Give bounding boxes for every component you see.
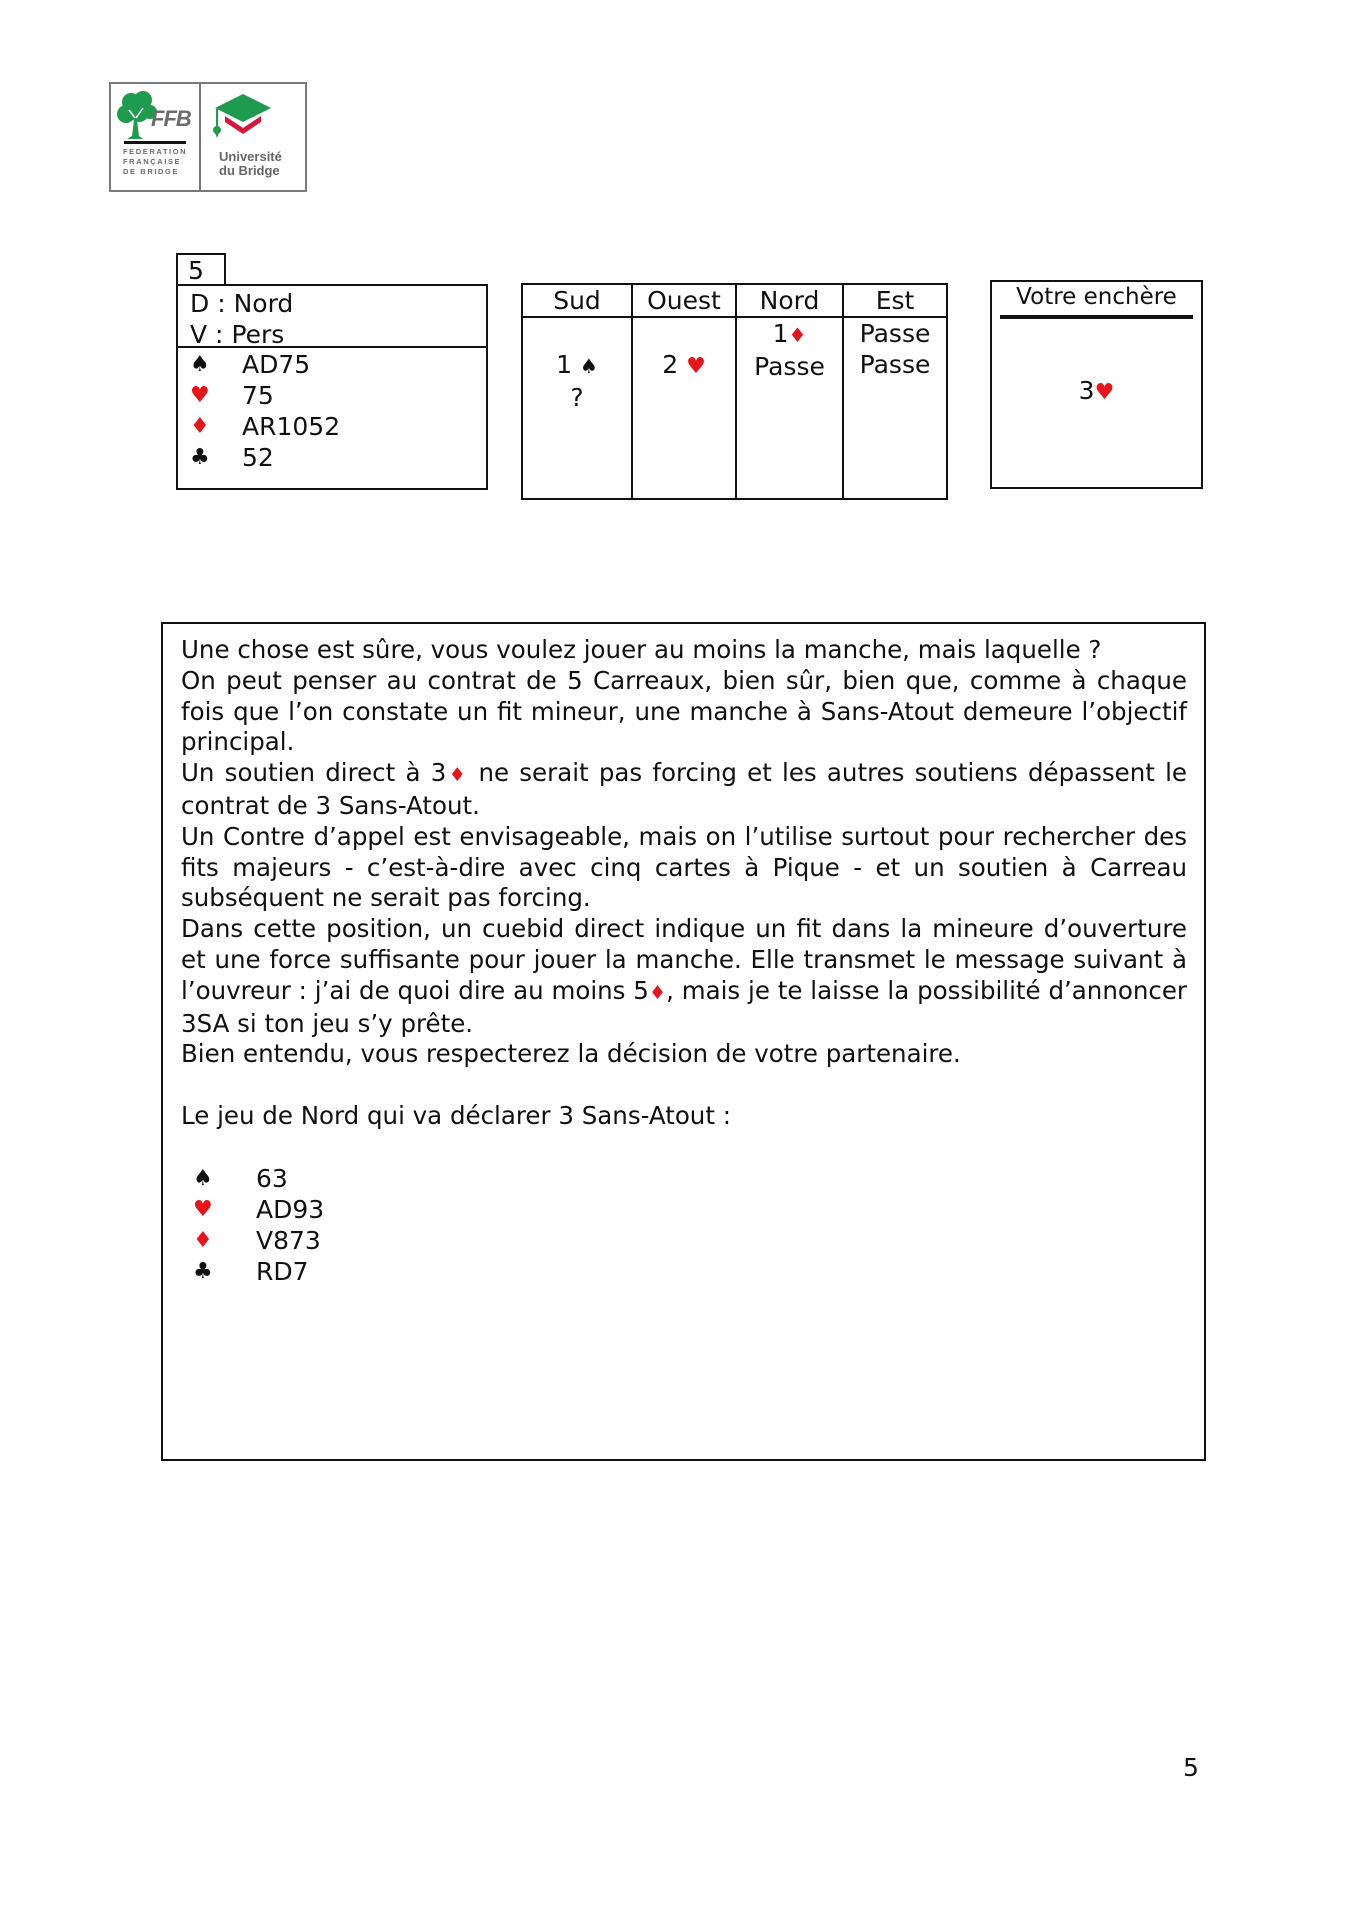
your-bid-answer: 3♥ — [1078, 376, 1115, 405]
dealer: Nord — [233, 289, 294, 318]
hand-row-clubs — [178, 442, 486, 473]
diamond-icon: ♦ — [193, 1227, 213, 1253]
north-hand — [181, 1163, 1187, 1287]
explanation-paragraph: Une chose est sûre, vous voulez jouer au moins la manche, mais laquelle ? — [181, 635, 1102, 664]
vulnerability: Pers — [231, 320, 285, 349]
bid: 1 ♠ — [556, 350, 598, 379]
explanation-paragraph: Dans cette position, un cuebid direct indique un fit dans la mineure d’ouverture et une force suffisante pour jouer la manche. Elle transmet le message suivant à l’ouvreur : j’ai de quoi dire au moins 5♦, mais je te laisse la possibilité d’annoncer 3SA si ton jeu s’y prête. — [181, 914, 1187, 1038]
north-row-diamonds — [181, 1225, 1187, 1256]
heart-icon: ♥ — [686, 354, 706, 379]
header-ouest: Ouest — [632, 284, 736, 317]
your-bid-box — [990, 280, 1203, 489]
explanation-paragraph: Un soutien direct à 3♦ ne serait pas forcing et les autres soutiens dépassent le contrat de 3 Sans-Atout. — [181, 758, 1187, 820]
explanation-box — [161, 622, 1206, 1461]
universite-wordmark: Université du Bridge — [219, 149, 282, 178]
north-hand-intro: Le jeu de Nord qui va déclarer 3 Sans-Atout : — [181, 1100, 731, 1130]
bid: 1♦ — [772, 319, 807, 348]
bids-sud — [522, 317, 632, 499]
spade-cards: 63 — [256, 1163, 288, 1193]
explanation-paragraph: Bien entendu, vous respecterez la décision de votre partenaire. — [181, 1039, 961, 1069]
diamond-icon: ♦ — [648, 981, 667, 1004]
bids-est — [843, 317, 947, 499]
explanation-paragraph: On peut penser au contrat de 5 Carreaux, bien sûr, bien que, comme à chaque fois que l’on constate un fit mineur, une manche à Sans-Atout demeure l’objectif principal. — [181, 665, 1187, 757]
spade-cards: AD75 — [242, 350, 311, 379]
bids-ouest — [632, 317, 736, 499]
ffb-subtitle: FEDERATION FRANÇAISE DE BRIDGE — [123, 147, 188, 176]
your-bid-title: Votre enchère — [1016, 284, 1177, 310]
heart-cards: 75 — [242, 381, 274, 410]
diamond-cards: V873 — [256, 1225, 321, 1255]
bids-nord — [736, 317, 843, 499]
bidding-header-row — [522, 284, 947, 317]
spade-icon: ♠ — [190, 352, 210, 377]
header-nord: Nord — [736, 284, 843, 317]
north-row-spades — [181, 1163, 1187, 1194]
heart-icon: ♥ — [193, 1196, 213, 1222]
bidding-table — [521, 283, 948, 500]
south-hand-box — [176, 284, 488, 490]
north-row-hearts — [181, 1194, 1187, 1225]
logo-divider — [124, 141, 186, 144]
your-bid-rule — [1000, 315, 1193, 319]
club-cards: RD7 — [256, 1256, 309, 1286]
spade-icon: ♠ — [579, 354, 598, 378]
hand-row-diamonds — [178, 411, 486, 442]
heart-icon: ♥ — [1094, 380, 1115, 405]
dealer-row: D : Nord — [190, 289, 294, 318]
graduation-cap-icon — [209, 92, 273, 144]
bid: 2 ♥ — [662, 350, 706, 379]
hand-row-hearts — [178, 380, 486, 411]
bidding-body-row — [522, 317, 947, 499]
ffb-logo — [111, 84, 201, 190]
header-est: Est — [843, 284, 947, 317]
diamond-icon: ♦ — [788, 323, 807, 347]
hand-row-spades — [178, 349, 486, 380]
explanation-paragraph: Un Contre d’appel est envisageable, mais on l’utilise surtout pour rechercher des fits majeurs - c’est-à-dire avec cinq cartes à Pique - et un soutien à Carreau subséquent ne serait pas forcing. — [181, 821, 1187, 913]
page-number: 5 — [1183, 1753, 1199, 1782]
bid-pass: Passe — [754, 352, 825, 381]
bid-pass: Passe — [859, 319, 931, 348]
diamond-cards: AR1052 — [242, 412, 341, 441]
north-row-clubs — [181, 1256, 1187, 1287]
diamond-icon: ♦ — [190, 414, 210, 439]
ffb-wordmark: FFB — [151, 106, 191, 131]
ffb-universite-logo — [109, 82, 307, 192]
vulnerability-row: V : Pers — [190, 320, 285, 349]
deal-info — [178, 286, 486, 348]
hand-cards — [178, 348, 486, 473]
universite-logo — [201, 84, 305, 190]
club-cards: 52 — [242, 443, 274, 472]
heart-icon: ♥ — [190, 383, 210, 408]
board-number: 5 — [176, 253, 226, 284]
diamond-icon: ♦ — [446, 764, 469, 787]
bid-question: ? — [570, 383, 584, 412]
club-icon: ♣ — [193, 1258, 213, 1284]
bid-pass: Passe — [859, 350, 931, 379]
heart-cards: AD93 — [256, 1194, 325, 1224]
spade-icon: ♠ — [193, 1165, 213, 1191]
club-icon: ♣ — [190, 445, 210, 470]
header-sud: Sud — [522, 284, 632, 317]
